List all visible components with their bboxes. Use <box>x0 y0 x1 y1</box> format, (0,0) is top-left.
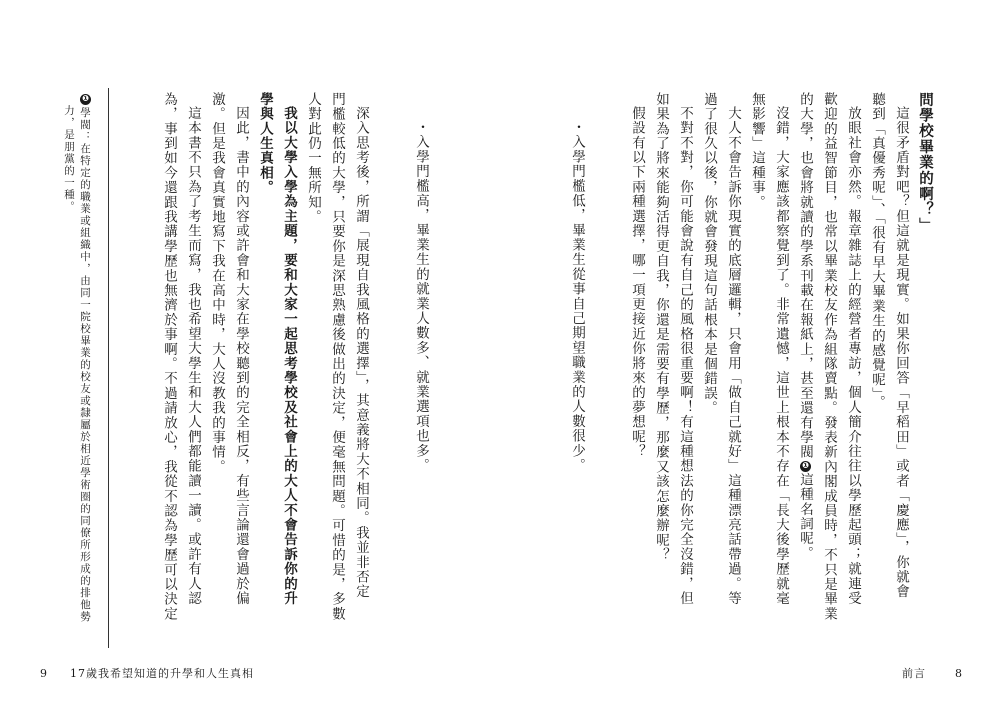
body-line: 放眼社會亦然。報章雜誌上的經營者專訪，個人簡介往往以學歷起頭；就連受 <box>845 106 861 606</box>
body-line: 無影響」這種事。 <box>749 92 765 210</box>
running-title: 17歲我希望知道的升學和人生真相 <box>70 667 254 680</box>
body-line: 這本書不只為了考生而寫，我也希望大學生和大人們都能讀一讀。或許有人認 <box>185 106 201 606</box>
footnote-marker: ❶ <box>81 94 90 105</box>
footnote-line: 力，是朋黨的一種。 <box>63 105 75 213</box>
section-heading: 問學校畢業的啊？」 <box>917 92 933 234</box>
footnote-ref-marker: ❶ <box>801 460 810 472</box>
running-title: 前言 <box>902 667 926 680</box>
bullet-item: ・入學門檻低，畢業生從事自己期望職業的人數很少。 <box>569 120 585 473</box>
page-number: 8 <box>955 667 962 680</box>
emphasis-line: 學與人生真相。 <box>257 92 273 195</box>
body-line: 聽到「真優秀呢」、「很有早大畢業生的感覺呢」。 <box>869 92 885 410</box>
footnote-rule <box>108 88 109 648</box>
emphasis-line: 我以大學入學為主題，要和大家一起思考學校及社會上的大人不會告訴你的升 <box>281 106 297 606</box>
body-line: 沒錯，大家應該都察覺到了。非常遺憾，這世上根本不存在「長大後學歷就毫 <box>773 106 789 606</box>
body-line: 過了很久以後，你就會發現這句話根本是個錯誤。 <box>701 92 717 416</box>
body-line: 假設有以下兩種選擇，哪一項更接近你將來的夢想呢？ <box>629 106 645 459</box>
body-line: 因此，書中的內容或許會和大家在學校聽到的完全相反，有些言論還會過於偏 <box>233 106 249 606</box>
body-line: 不對不對，你可能會說有自己的風格很重要啊！有這種想法的你完全沒錯，但 <box>677 106 693 606</box>
body-line: 為，事到如今還跟我講學歷也無濟於事啊。不過請放心，我從不認為學歷可以決定 <box>161 92 177 622</box>
body-line: 人對此仍一無所知。 <box>305 92 321 225</box>
bullet-item: ・入學門檻高，畢業生的就業人數多、就業選項也多。 <box>413 120 429 473</box>
body-line: 激。但是我會真實地寫下我在高中時，大人沒教我的事情。 <box>209 92 225 475</box>
body-line: 歡迎的益智節目，也常以畢業校友作為組隊賣點。發表新內閣成員時，不只是畢業 <box>821 92 837 622</box>
body-line: 這很矛盾對吧？但這就是現實。如果你回答「早稻田」或者「慶應」，你就會 <box>893 106 909 600</box>
body-line: 深入思考後，所謂「展現自我風格的選擇」，其意義將大不相同。我並非否定 <box>353 106 369 600</box>
body-line: 如果為了將來能夠活得更自我，你還是需要有學歷，那麼又該怎麼辦呢？ <box>653 92 669 563</box>
page-number: 9 <box>40 667 47 680</box>
right-page <box>500 0 1000 709</box>
body-line: 門檻較低的大學，只要你是深思熟慮後做出的決定，便毫無問題。可惜的是，多數 <box>329 92 345 622</box>
body-line: 的大學，也會將就讀的學系刊載在報紙上，甚至還有學閥❶這種名詞呢。 <box>797 92 813 561</box>
footnote-line: ❶學閥：在特定的職業或組織中，由同一院校畢業的校友或隸屬於相近學術圈的同僚所形成的排他勢 <box>79 94 91 623</box>
body-line: 大人不會告訴你現實的底層邏輯，只會用「做自己就好」這種漂亮話帶過。等 <box>725 106 741 606</box>
